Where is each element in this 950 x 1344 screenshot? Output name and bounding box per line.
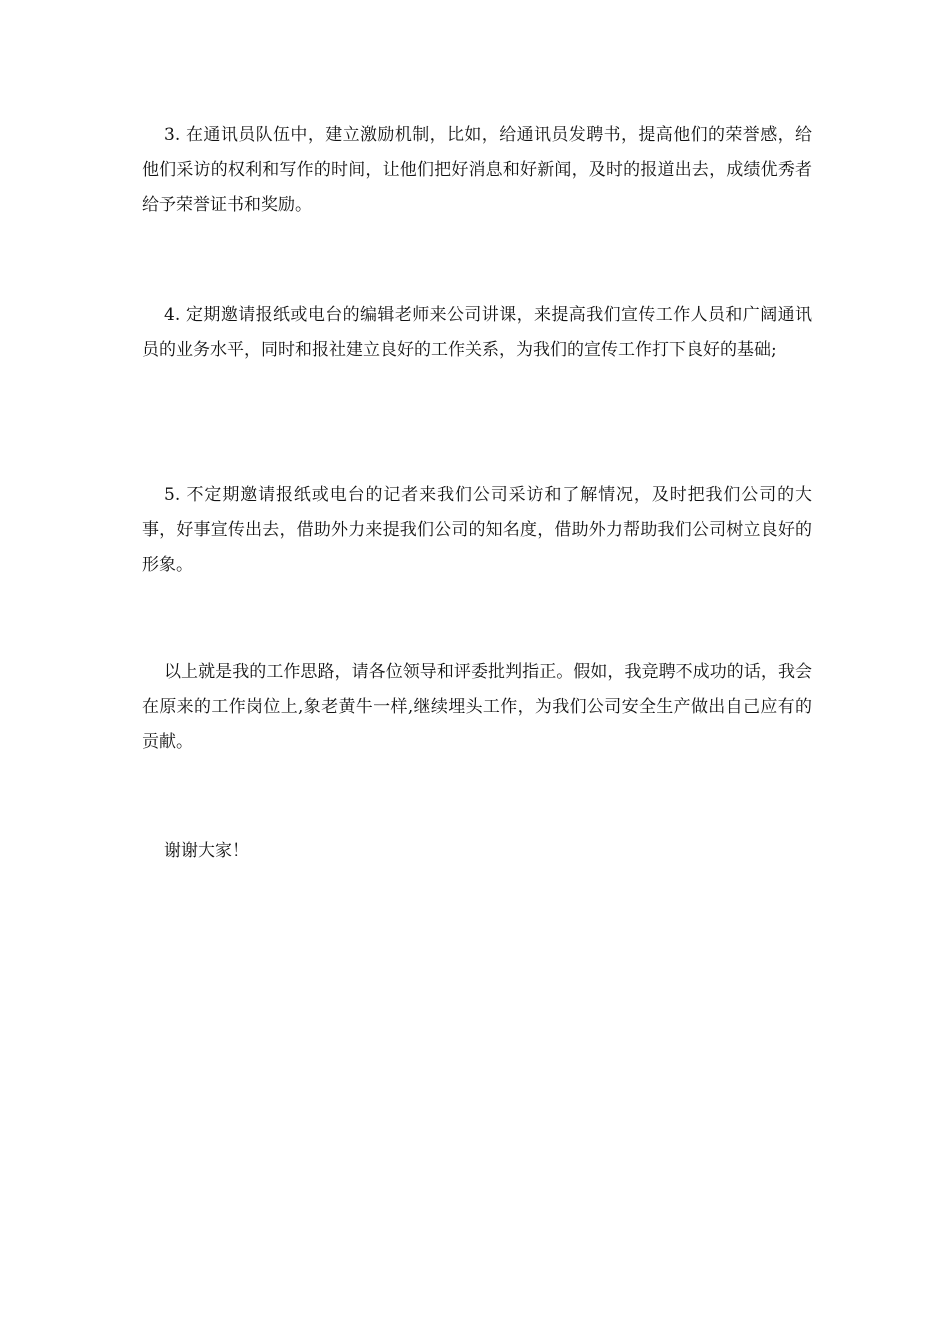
- paragraph-thanks: 谢谢大家！: [164, 841, 249, 861]
- paragraph-item-4: 4. 定期邀请报纸或电台的编辑老师来公司讲课，来提高我们宣传工作人员和广阔通讯员的业务水平，同时和报社建立良好的工作关系，为我们的宣传工作打下良好的基础;: [142, 305, 812, 360]
- paragraph-conclusion: 以上就是我的工作思路，请各位领导和评委批判指正。假如，我竞聘不成功的话，我会在原来的工作岗位上,象老黄牛一样,继续埋头工作，为我们公司安全生产做出自己应有的贡献。: [142, 662, 812, 752]
- paragraph-item-5: 5. 不定期邀请报纸或电台的记者来我们公司采访和了解情况，及时把我们公司的大事，好事宣传出去，借助外力来提我们公司的知名度，借助外力帮助我们公司树立良好的形象。: [142, 485, 812, 575]
- paragraph-item-3: 3. 在通讯员队伍中，建立激励机制，比如，给通讯员发聘书，提高他们的荣誉感，给他们采访的权利和写作的时间，让他们把好消息和好新闻，及时的报道出去，成绩优秀者给予荣誉证书和奖励。: [142, 125, 812, 215]
